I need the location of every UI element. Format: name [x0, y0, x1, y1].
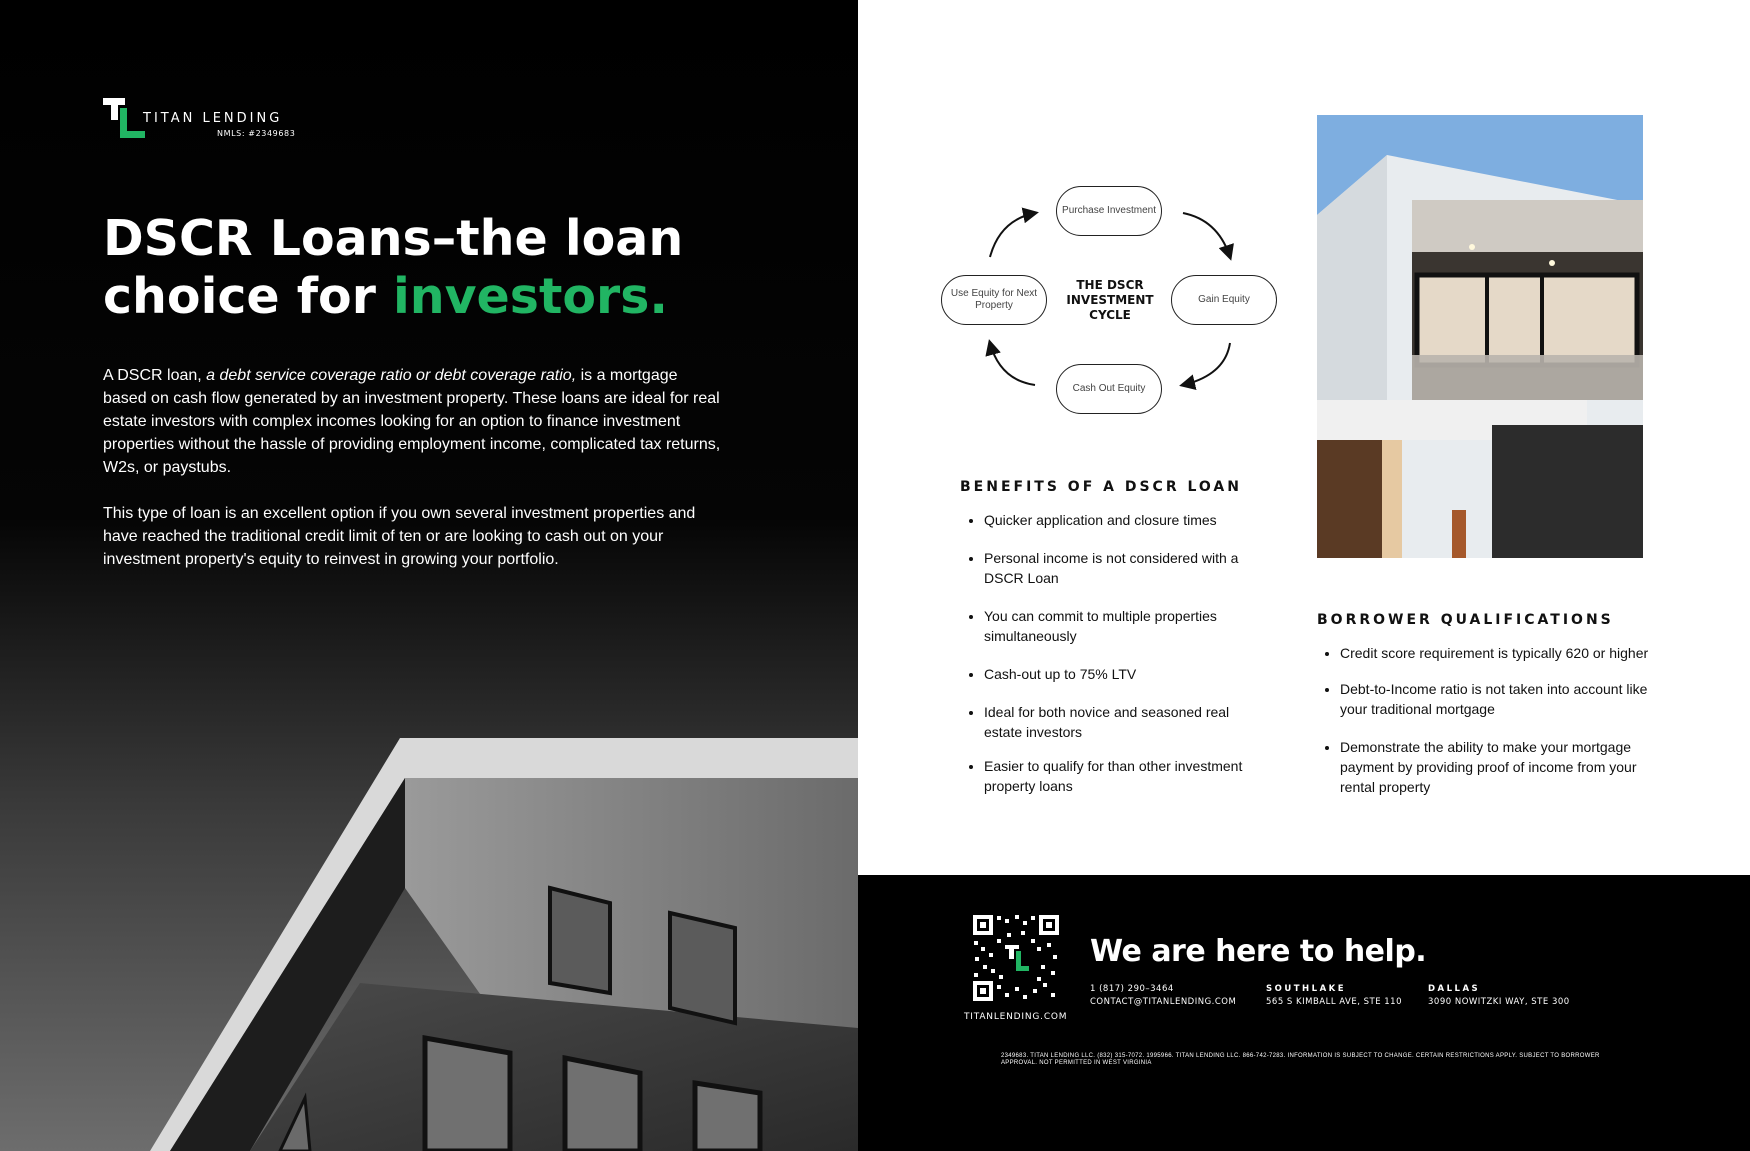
benefit-item: • Personal income is not considered with a DSCR Loan [984, 548, 1260, 588]
footer-headline: We are here to help. [1090, 934, 1427, 969]
qualification-item: • Debt-to-Income ratio is not taken into account like your traditional mortgage [1340, 679, 1656, 719]
benefit-item: • Easier to qualify for than other investment property loans [984, 756, 1260, 796]
building-photo-bw [150, 738, 858, 1151]
qualifications-list [1316, 643, 1656, 797]
titan-lending-logo [103, 98, 303, 142]
legal-disclaimer: 2349683. TITAN LENDING LLC. (832) 315-7072. 1995966. TITAN LENDING LLC. 866-742-7283. INFORMATION IS SUBJECT TO CHANGE. CERTAIN RESTRICTIONS APPLY. SUBJECT TO BORROWER APPROVAL. NOT PERMITTED IN WEST VIRGINIA [1001, 1053, 1600, 1066]
benefit-item: • Cash-out up to 75% LTV [984, 664, 1260, 684]
qualification-item: • Credit score requirement is typically 620 or higher [1340, 643, 1656, 663]
qualification-item: • Demonstrate the ability to make your mortgage payment by providing proof of income from your rental property [1340, 737, 1656, 797]
cycle-node-purchase: Purchase Investment [1056, 186, 1162, 236]
intro-paragraph-1 [103, 364, 723, 479]
modern-building-photo [1317, 115, 1643, 558]
qr-code[interactable] [971, 913, 1061, 1003]
southlake-office [1266, 983, 1402, 1009]
left-panel [0, 0, 858, 1151]
qualifications-heading: BORROWER QUALIFICATIONS [1317, 612, 1614, 628]
email-address[interactable]: CONTACT@TITANLENDING.COM [1090, 997, 1237, 1007]
para1-italic: a debt service coverage ratio or debt coverage ratio, [206, 367, 577, 384]
intro-paragraph-2: This type of loan is an excellent option if you own several investment properties and have reached the traditional credit limit of ten or are looking to cash out on your investment property's equity to reinvest in growing your portfolio. [103, 505, 696, 568]
headline-accent: investors. [392, 268, 668, 325]
headline-text: DSCR Loans–the loan choice for [103, 210, 684, 325]
nmls-number: NMLS: #2349683 [217, 129, 296, 138]
intro-text [103, 364, 723, 571]
tl-logo-icon [103, 98, 147, 142]
contact-info [1090, 983, 1236, 1009]
cycle-node-gain-equity: Gain Equity [1171, 275, 1277, 325]
dallas-address: 3090 NOWITZKI WAY, STE 300 [1428, 997, 1570, 1007]
website-link[interactable]: TITANLENDING.COM [964, 1012, 1068, 1022]
cycle-node-use-equity: Use Equity for Next Property [941, 275, 1047, 325]
brand-name: TITAN LENDING [143, 111, 283, 126]
dallas-office [1428, 983, 1570, 1009]
benefit-item: • You can commit to multiple properties simultaneously [984, 606, 1260, 646]
cycle-node-cash-out: Cash Out Equity [1056, 364, 1162, 414]
benefits-list [960, 510, 1260, 796]
benefit-item: • Ideal for both novice and seasoned real estate investors [984, 702, 1260, 742]
phone-number[interactable]: 1 (817) 290–3464 [1090, 984, 1174, 994]
southlake-address: 565 S KIMBALL AVE, STE 110 [1266, 997, 1403, 1007]
cycle-title: THE DSCR INVESTMENT CYCLE [1066, 278, 1154, 322]
page-headline [103, 210, 803, 326]
dscr-investment-cycle-diagram [935, 180, 1285, 420]
dallas-label: DALLAS [1428, 984, 1481, 994]
contact-footer [858, 875, 1750, 1151]
para1-start: A DSCR loan, [103, 367, 207, 384]
southlake-label: SOUTHLAKE [1266, 984, 1347, 994]
benefit-item: • Quicker application and closure times [984, 510, 1260, 530]
benefits-heading: BENEFITS OF A DSCR LOAN [960, 479, 1242, 495]
para1-end: is a mortgage based on cash flow generated by an investment property. These loans are ideal for real estate investors with complex incomes looking for an option to finance investment properties without the hassle of providing employment income, complicated tax returns, W2s, or paystubs. [103, 367, 721, 476]
